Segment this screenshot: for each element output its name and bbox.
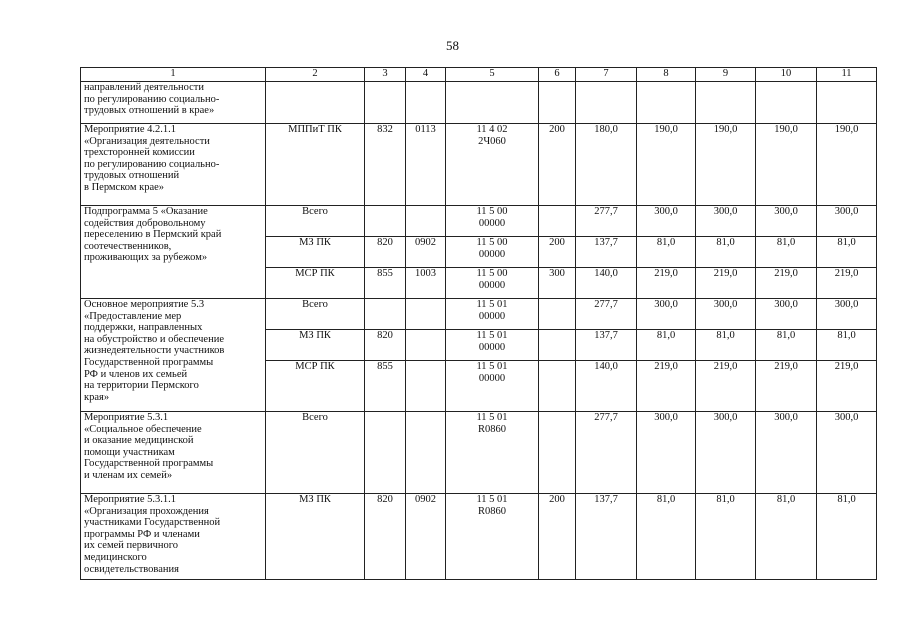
section-cell — [406, 361, 446, 412]
value-2020-cell: 300,0 — [696, 206, 756, 237]
column-header: 11 — [817, 68, 877, 82]
column-header: 9 — [696, 68, 756, 82]
value-2019-cell: 300,0 — [637, 206, 696, 237]
section-cell: 1003 — [406, 268, 446, 299]
grbs-cell — [365, 299, 406, 330]
value-2018-cell: 137,7 — [576, 237, 637, 268]
value-2018-cell: 140,0 — [576, 361, 637, 412]
grbs-cell — [365, 412, 406, 494]
value-2019-cell: 300,0 — [637, 412, 696, 494]
csr-cell: 11 5 00 00000 — [446, 206, 539, 237]
vr-cell — [539, 206, 576, 237]
csr-cell — [446, 82, 539, 124]
column-header: 6 — [539, 68, 576, 82]
table-row — [81, 494, 877, 580]
value-2018-cell: 140,0 — [576, 268, 637, 299]
executor-cell: МСР ПК — [266, 361, 365, 412]
value-2021-cell: 81,0 — [756, 237, 817, 268]
value-2020-cell: 219,0 — [696, 268, 756, 299]
table-header-row — [81, 68, 877, 82]
executor-cell: Всего — [266, 206, 365, 237]
vr-cell: 300 — [539, 268, 576, 299]
table-row — [81, 412, 877, 494]
value-2018-cell — [576, 82, 637, 124]
value-2021-cell — [756, 82, 817, 124]
vr-cell: 200 — [539, 494, 576, 580]
value-2022-cell: 81,0 — [817, 330, 877, 361]
page-number: 58 — [446, 38, 459, 53]
value-2019-cell: 300,0 — [637, 299, 696, 330]
value-2018-cell: 277,7 — [576, 299, 637, 330]
section-cell: 0113 — [406, 124, 446, 206]
grbs-cell: 855 — [365, 361, 406, 412]
value-2022-cell: 219,0 — [817, 361, 877, 412]
vr-cell: 200 — [539, 124, 576, 206]
value-2021-cell: 190,0 — [756, 124, 817, 206]
value-2022-cell: 300,0 — [817, 299, 877, 330]
value-2020-cell: 81,0 — [696, 237, 756, 268]
executor-cell: МСР ПК — [266, 268, 365, 299]
grbs-cell: 855 — [365, 268, 406, 299]
value-2020-cell: 81,0 — [696, 330, 756, 361]
csr-cell: 11 5 00 00000 — [446, 237, 539, 268]
value-2021-cell: 300,0 — [756, 299, 817, 330]
executor-cell: Всего — [266, 299, 365, 330]
vr-cell: 200 — [539, 237, 576, 268]
csr-cell: 11 5 01 R0860 — [446, 494, 539, 580]
column-header: 10 — [756, 68, 817, 82]
column-header: 4 — [406, 68, 446, 82]
column-header: 5 — [446, 68, 539, 82]
table-row — [81, 206, 877, 237]
budget-table — [80, 67, 877, 580]
value-2019-cell: 190,0 — [637, 124, 696, 206]
vr-cell — [539, 299, 576, 330]
value-2020-cell: 190,0 — [696, 124, 756, 206]
value-2021-cell: 219,0 — [756, 268, 817, 299]
value-2018-cell: 180,0 — [576, 124, 637, 206]
value-2021-cell: 300,0 — [756, 412, 817, 494]
executor-cell: МЗ ПК — [266, 494, 365, 580]
value-2018-cell: 277,7 — [576, 412, 637, 494]
executor-cell: МЗ ПК — [266, 330, 365, 361]
executor-cell — [266, 82, 365, 124]
value-2022-cell — [817, 82, 877, 124]
grbs-cell: 820 — [365, 237, 406, 268]
value-2022-cell: 81,0 — [817, 494, 877, 580]
column-header: 1 — [81, 68, 266, 82]
csr-cell: 11 4 02 2Ч060 — [446, 124, 539, 206]
value-2019-cell: 81,0 — [637, 494, 696, 580]
value-2021-cell: 81,0 — [756, 330, 817, 361]
measure-name-cell: Основное мероприятие 5.3 «Предоставление мер поддержки, направленных на обустройство и обеспечение жизнедеятельности участников Государственной программы РФ и членов их семьей на территории Пермского края» — [81, 299, 266, 412]
value-2018-cell: 137,7 — [576, 494, 637, 580]
vr-cell — [539, 361, 576, 412]
vr-cell — [539, 82, 576, 124]
table-row — [81, 299, 877, 330]
value-2021-cell: 81,0 — [756, 494, 817, 580]
executor-cell: МЗ ПК — [266, 237, 365, 268]
section-cell — [406, 82, 446, 124]
grbs-cell: 820 — [365, 330, 406, 361]
measure-name-cell: Мероприятие 5.3.1 «Социальное обеспечение и оказание медицинской помощи участникам Государственной программы и членам их семей» — [81, 412, 266, 494]
csr-cell: 11 5 01 R0860 — [446, 412, 539, 494]
section-cell — [406, 206, 446, 237]
value-2019-cell: 81,0 — [637, 237, 696, 268]
column-header: 8 — [637, 68, 696, 82]
value-2021-cell: 219,0 — [756, 361, 817, 412]
value-2020-cell: 300,0 — [696, 412, 756, 494]
csr-cell: 11 5 01 00000 — [446, 299, 539, 330]
column-header: 3 — [365, 68, 406, 82]
grbs-cell — [365, 206, 406, 237]
value-2020-cell: 81,0 — [696, 494, 756, 580]
value-2018-cell: 277,7 — [576, 206, 637, 237]
csr-cell: 11 5 01 00000 — [446, 330, 539, 361]
measure-name-cell: Мероприятие 4.2.1.1 «Организация деятельности трехсторонней комиссии по регулированию социально- трудовых отношений в Пермском крае» — [81, 124, 266, 206]
executor-cell: Всего — [266, 412, 365, 494]
value-2020-cell — [696, 82, 756, 124]
value-2020-cell: 300,0 — [696, 299, 756, 330]
measure-name-cell: Мероприятие 5.3.1.1 «Организация прохождения участниками Государственной программы РФ и членами их семей первичного медицинского освидетельствования — [81, 494, 266, 580]
value-2022-cell: 219,0 — [817, 268, 877, 299]
value-2019-cell: 219,0 — [637, 361, 696, 412]
section-cell: 0902 — [406, 237, 446, 268]
value-2022-cell: 300,0 — [817, 412, 877, 494]
vr-cell — [539, 330, 576, 361]
column-header: 2 — [266, 68, 365, 82]
grbs-cell: 820 — [365, 494, 406, 580]
csr-cell: 11 5 01 00000 — [446, 361, 539, 412]
measure-name-cell: направлений деятельности по регулированию социально- трудовых отношений в крае» — [81, 82, 266, 124]
section-cell — [406, 299, 446, 330]
csr-cell: 11 5 00 00000 — [446, 268, 539, 299]
value-2019-cell — [637, 82, 696, 124]
section-cell: 0902 — [406, 494, 446, 580]
value-2021-cell: 300,0 — [756, 206, 817, 237]
section-cell — [406, 412, 446, 494]
value-2019-cell: 81,0 — [637, 330, 696, 361]
column-header: 7 — [576, 68, 637, 82]
executor-cell: МППиТ ПК — [266, 124, 365, 206]
measure-name-cell: Подпрограмма 5 «Оказание содействия добровольному переселению в Пермский край соотечественников, проживающих за рубежом» — [81, 206, 266, 299]
value-2019-cell: 219,0 — [637, 268, 696, 299]
value-2022-cell: 300,0 — [817, 206, 877, 237]
vr-cell — [539, 412, 576, 494]
table-row — [81, 124, 877, 206]
grbs-cell: 832 — [365, 124, 406, 206]
value-2022-cell: 81,0 — [817, 237, 877, 268]
section-cell — [406, 330, 446, 361]
value-2020-cell: 219,0 — [696, 361, 756, 412]
value-2022-cell: 190,0 — [817, 124, 877, 206]
grbs-cell — [365, 82, 406, 124]
table-row — [81, 82, 877, 124]
value-2018-cell: 137,7 — [576, 330, 637, 361]
